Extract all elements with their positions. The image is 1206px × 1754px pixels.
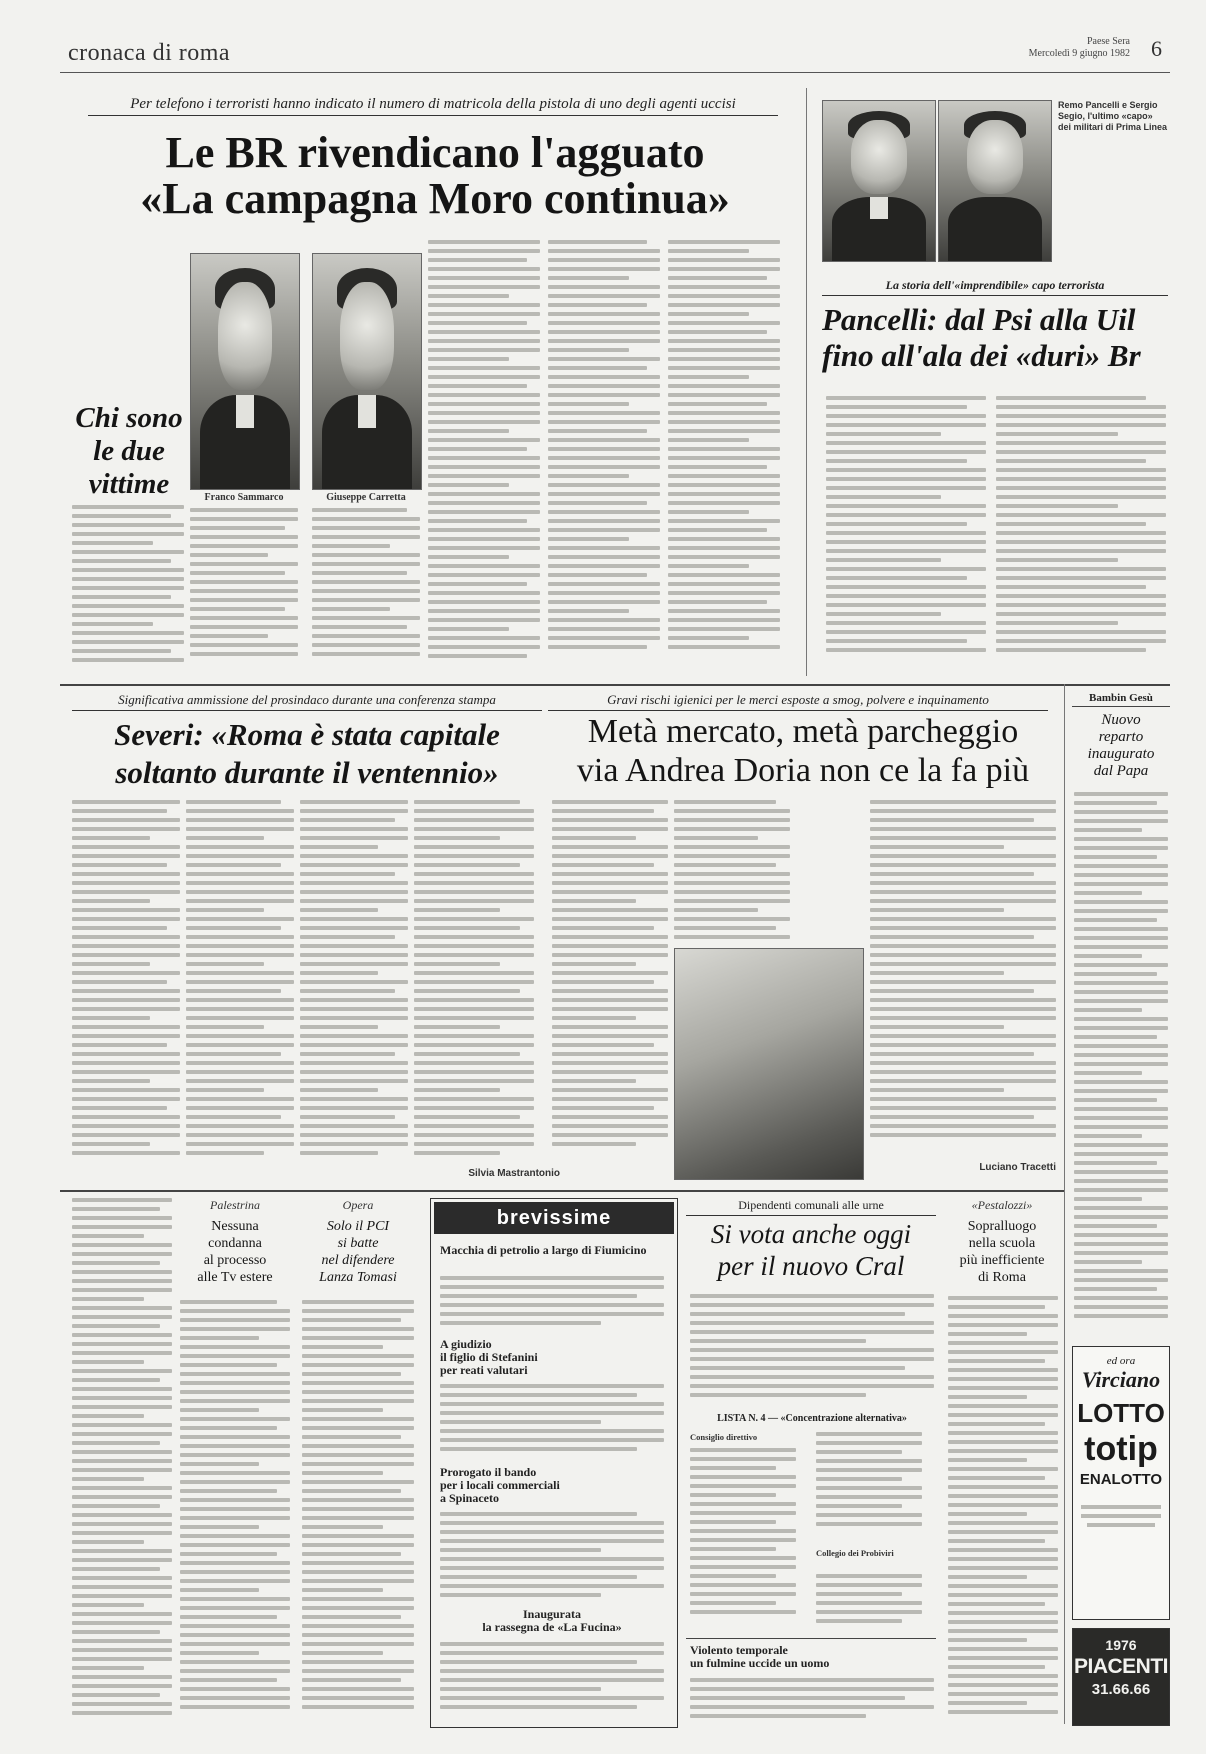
palestrina-line-2: condanna <box>208 1236 262 1251</box>
brevissime-item-3-head <box>440 1466 664 1505</box>
cral-headline <box>686 1218 936 1282</box>
page-number: 6 <box>1151 36 1162 61</box>
opera-line-2: si batte <box>337 1236 379 1251</box>
text-col-mercato-2 <box>674 800 790 945</box>
right-story-kicker: La storia dell'«imprendibile» capo terrorista <box>822 278 1168 296</box>
victim-2-name: Giuseppe Carretta <box>326 492 406 503</box>
terrorist-photo-2 <box>938 100 1052 262</box>
text-col-mercato-2b <box>674 1096 790 1160</box>
severi-kicker: Significativa ammissione del prosindaco durante una conferenza stampa <box>72 692 542 711</box>
palestrina-label: Palestrina <box>210 1198 260 1212</box>
lotto-ad-line-5: ENALOTTO <box>1079 1471 1163 1488</box>
cral-rule <box>686 1638 936 1639</box>
text-col-mercato-3 <box>870 800 1056 1152</box>
brevissime-item-2-head <box>440 1338 664 1377</box>
storm-text <box>690 1678 934 1724</box>
brevissime-item-2-line-2: il figlio di Stefanini <box>440 1350 538 1364</box>
brevissime-item-2-text <box>440 1384 664 1456</box>
lotto-ad-line-2: Virciano <box>1081 1367 1161 1392</box>
brevissime-item-3-line-3: a Spinaceto <box>440 1491 500 1505</box>
victim-1-name: Franco Sammarco <box>204 492 284 503</box>
text-col-top-3 <box>668 240 780 676</box>
top-headline-line-1: Le BR rivendicano l'agguato <box>165 128 705 177</box>
bambin-line-2: reparto <box>1098 729 1144 745</box>
opera-label: Opera <box>342 1198 374 1212</box>
text-col-bambin <box>1074 792 1168 1338</box>
victim-photo-2 <box>312 253 422 490</box>
text-col-right-1 <box>826 396 986 672</box>
severi-headline <box>72 716 542 792</box>
bambin-line-3: inaugurato <box>1087 746 1155 762</box>
top-story-kicker: Per telefono i terroristi hanno indicato il numero di matricola della pistola di uno degli agenti uccisi <box>88 96 778 116</box>
section-rule-2 <box>60 1190 1064 1192</box>
opera-headline <box>302 1218 414 1286</box>
opera-line-3: nel difendere <box>321 1253 395 1268</box>
palestrina-line-4: alle Tv estere <box>197 1270 273 1285</box>
brevissime-item-3-line-1: Prorogato il bando <box>440 1465 537 1479</box>
text-col-bottom-2 <box>180 1300 290 1728</box>
cral-list-title: LISTA N. 4 — «Concentrazione alternativa» <box>717 1413 907 1424</box>
bambin-line-4: dal Papa <box>1093 763 1149 779</box>
cral-list-col-3 <box>816 1574 936 1634</box>
severi-headline-line-1: Severi: «Roma è stata capitale <box>114 717 500 752</box>
lotto-ad <box>1072 1346 1170 1620</box>
brevissime-item-2-line-1: A giudizio <box>440 1337 492 1351</box>
cral-headline-line-1: Si vota anche oggi <box>710 1219 912 1249</box>
terrorist-photo-caption: Remo Pancelli e Sergio Segio, l'ultimo «capo» dei militari di Prima Linea <box>1058 100 1168 132</box>
mercato-kicker: Gravi rischi igienici per le merci esposte a smog, polvere e inquinamento <box>548 692 1048 711</box>
terrorist-photo-1 <box>822 100 936 262</box>
text-col-bottom-1 <box>72 1198 172 1728</box>
column-divider-right <box>1064 684 1065 1724</box>
lotto-ad-line-1: ed ora <box>1106 1355 1136 1367</box>
lotto-ad-line-4: totip <box>1084 1430 1158 1468</box>
masthead-name: Paese Sera <box>1086 36 1130 47</box>
top-story-headline <box>90 130 780 222</box>
brevissime-label: brevissime <box>434 1202 674 1234</box>
brevissime-item-3-line-2: per i locali commerciali <box>440 1478 560 1492</box>
piacenti-ad-line-1: 1976 <box>1105 1637 1137 1653</box>
brevissime-item-1-text <box>440 1276 664 1330</box>
mercato-byline-left: Silvia Mastrantonio <box>468 1168 560 1179</box>
bambin-gesu-headline <box>1072 712 1170 780</box>
text-col-pestalozzi <box>948 1296 1058 1726</box>
text-col-severi-3 <box>300 800 408 1164</box>
brevissime-item-4-line-2: la rassegna de «La Fucina» <box>482 1620 622 1634</box>
text-col-victims-c <box>312 508 420 676</box>
right-story-headline <box>822 302 1172 374</box>
cral-col2-head: Collegio dei Probiviri <box>816 1548 894 1558</box>
pestalozzi-line-3: più inefficiente <box>959 1253 1045 1268</box>
right-headline-line-1: Pancelli: dal Psi alla Uil <box>822 302 1136 337</box>
text-col-top-2 <box>548 240 660 676</box>
brevissime-item-1-head: Macchia di petrolio a largo di Fiumicino <box>440 1243 647 1257</box>
page-header <box>60 30 1170 73</box>
side-head-line-3: vittime <box>88 468 170 500</box>
cral-col1-head: Consiglio direttivo <box>690 1432 758 1442</box>
piacenti-ad-line-3: 31.66.66 <box>1091 1681 1151 1698</box>
storm-headline-line-1: Violento temporale <box>690 1643 788 1657</box>
pestalozzi-line-2: nella scuola <box>968 1236 1036 1251</box>
bambin-gesu-label: Bambin Gesù <box>1072 692 1170 707</box>
brevissime-item-4-text <box>440 1642 664 1722</box>
opera-line-4: Lanza Tomasi <box>319 1270 397 1285</box>
storm-headline <box>690 1644 934 1670</box>
text-col-victims-a <box>72 505 184 677</box>
brevissime-item-2-line-3: per reati valutari <box>440 1363 528 1377</box>
cral-headline-line-2: per il nuovo Cral <box>717 1251 905 1281</box>
lotto-ad-line-3: LOTTO <box>1077 1398 1165 1428</box>
section-name: cronaca di roma <box>68 40 231 66</box>
pestalozzi-headline <box>946 1218 1058 1286</box>
side-head-line-1: Chi sono <box>75 402 183 434</box>
victim-photo-1 <box>190 253 300 490</box>
pestalozzi-line-4: di Roma <box>978 1270 1026 1285</box>
text-col-right-2 <box>996 396 1166 672</box>
cral-list-col-1 <box>690 1448 810 1628</box>
text-col-top-1 <box>428 240 540 676</box>
text-col-mercato-1 <box>552 800 668 1160</box>
storm-headline-line-2: un fulmine uccide un uomo <box>690 1656 830 1670</box>
palestrina-line-1: Nessuna <box>211 1219 259 1234</box>
cral-kicker: Dipendenti comunali alle urne <box>686 1198 936 1216</box>
text-col-severi-1 <box>72 800 180 1164</box>
date-block <box>1029 36 1130 60</box>
pestalozzi-line-1: Sopralluogo <box>967 1219 1037 1234</box>
mercato-byline-right: Luciano Tracetti <box>979 1162 1056 1173</box>
opera-line-1: Solo il PCI <box>326 1219 390 1234</box>
palestrina-headline <box>180 1218 290 1286</box>
pestalozzi-label: «Pestalozzi» <box>971 1198 1033 1212</box>
brevissime-item-4-line-1: Inaugurata <box>522 1607 581 1621</box>
severi-headline-line-2: soltanto durante il ventennio» <box>115 755 499 790</box>
text-col-victims-b <box>190 508 298 676</box>
mercato-headline-line-2: via Andrea Doria non ce la fa più <box>576 752 1030 789</box>
side-head-line-2: le due <box>93 435 165 467</box>
text-col-bottom-3 <box>302 1300 414 1728</box>
mercato-headline-line-1: Metà mercato, metà parcheggio <box>587 713 1019 750</box>
brevissime-item-3-text <box>440 1512 664 1602</box>
text-col-severi-2 <box>186 800 294 1164</box>
brevissime-item-4-head <box>440 1608 664 1634</box>
column-divider-top <box>806 88 807 676</box>
right-headline-line-2: fino all'ala dei «duri» Br <box>822 338 1141 373</box>
issue-date: Mercoledì 9 giugno 1982 <box>1028 48 1130 59</box>
piacenti-ad-line-2: PIACENTI <box>1073 1655 1168 1678</box>
top-headline-line-2: «La campagna Moro continua» <box>140 174 730 224</box>
cral-intro-text <box>690 1294 934 1402</box>
palestrina-line-3: al processo <box>203 1253 267 1268</box>
victims-side-head <box>72 402 186 501</box>
cral-list-col-2 <box>816 1432 936 1542</box>
piacenti-ad <box>1072 1628 1170 1726</box>
text-col-severi-4 <box>414 800 534 1164</box>
mercato-headline <box>548 712 1058 790</box>
bambin-line-1: Nuovo <box>1101 712 1141 728</box>
section-rule-1 <box>60 684 1170 686</box>
